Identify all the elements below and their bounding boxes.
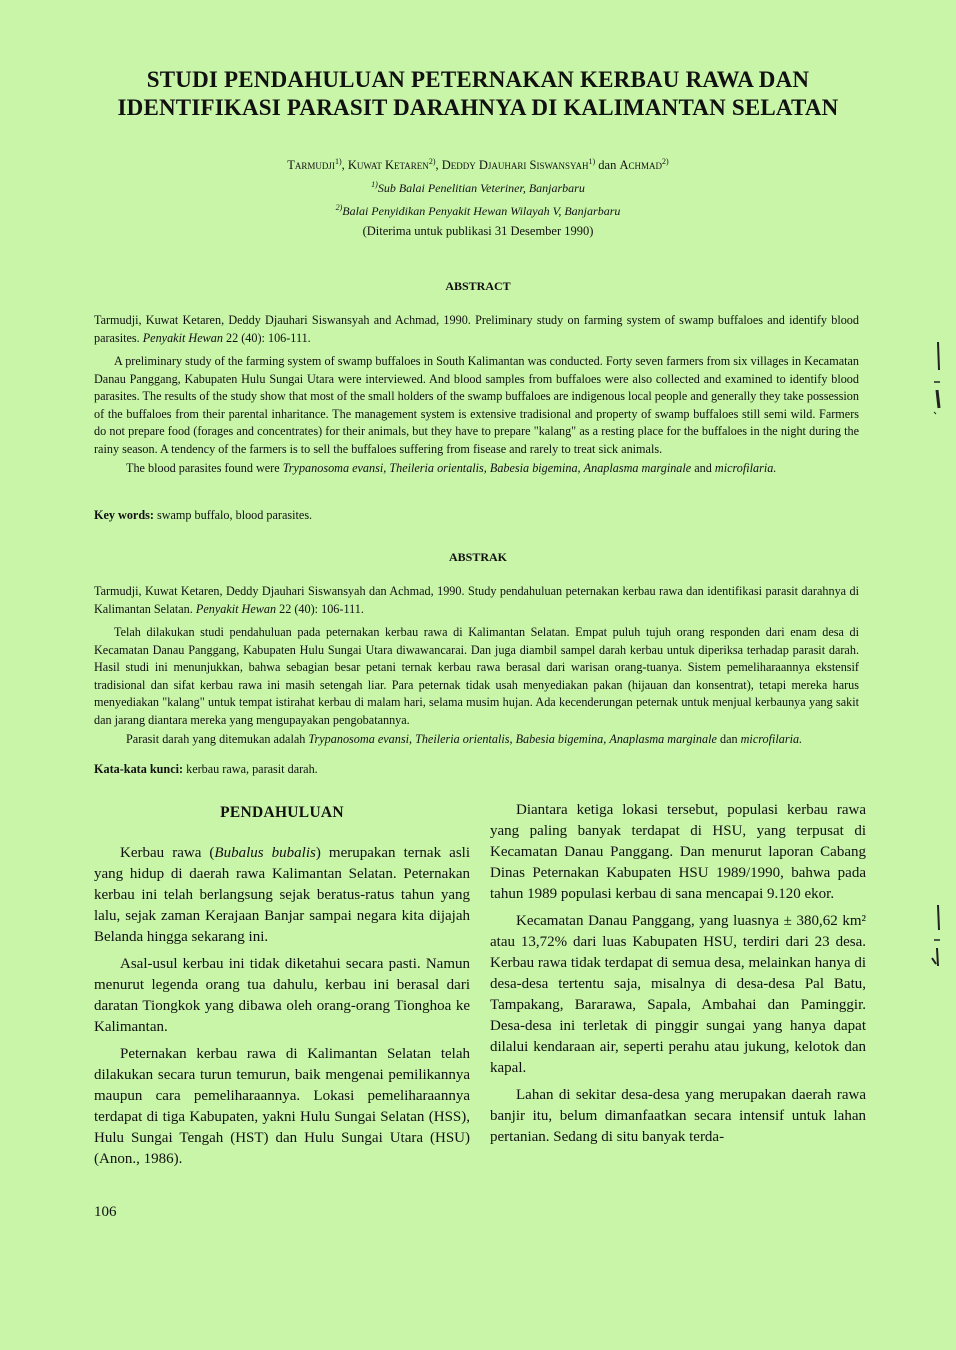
- body-column-left: [94, 800, 470, 1176]
- kata-kunci-text: kerbau rawa, parasit darah.: [186, 762, 318, 776]
- author-name: Achmad: [619, 158, 663, 173]
- paragraph: Lahan di sekitar desa-desa yang merupakan daerah rawa banjir itu, belum dimanfaatkan secara intensif untuk lahan pertanian. Sedang di situ banyak terda-: [490, 1087, 866, 1145]
- author-affiliation-mark: 1): [334, 157, 342, 166]
- paper-title: [60, 66, 896, 122]
- margin-marks: [920, 330, 950, 970]
- author-name: Deddy Djauhari Siswansyah: [441, 158, 589, 173]
- author-conjunction: dan: [598, 158, 617, 173]
- abstrak-parasites: Parasit darah yang ditemukan adalah Trypanosoma evansi, Theileria orientalis, Babesia bigemina, Anaplasma marginale dan microfilaria.: [126, 732, 803, 746]
- paragraph: Asal-usul kerbau ini tidak diketahui secara pasti. Namun menurut legenda orang tua dahulu, kerbau ini berasal dari daratan Tiongkok yang dibawa oleh orang-orang Tionghoa ke Kalimantan.: [94, 956, 470, 1035]
- abstract-parasites: The blood parasites found were Trypanosoma evansi, Theileria orientalis, Babesia bigemina, Anaplasma marginale and microfilaria.: [126, 461, 777, 475]
- keywords: [94, 508, 859, 523]
- abstract-body: A preliminary study of the farming system of swamp buffaloes in South Kalimantan was conducted. Forty seven farmers from six villages in Kecamatan Danau Panggang, Kabupaten Hulu Sungai Utara were interviewed. And blood samples from buffaloes were also collected and examined to identify blood parasites. The results of the study show that most of the small holders of the swamp buffaloes are indigenous local people and generally they take possession of the buffaloes from their parental inharitance. The management system is extensive tradisional and property of swamp buffaloes still semi wild. Farmers do not prepare food (forages and concentrates) for their animals, but they have to prepare "kalang" as a resting place for the buffaloes in the night during the rainy season. A tendency of the farmers is to sell the buffaloes suffering from fisease and rarely to treat sick animals.: [94, 354, 859, 456]
- kata-kunci-label: Kata-kata kunci:: [94, 762, 184, 776]
- abstract-citation: Tarmudji, Kuwat Ketaren, Deddy Djauhari Siswansyah and Achmad, 1990. Preliminary study on farming system of swamp buffaloes and identify blood parasites. Penyakit Hewan 22 (40): 106-111.: [94, 313, 859, 345]
- author-name: Tarmudji: [287, 158, 335, 173]
- author-block: [100, 152, 856, 221]
- paragraph: Peternakan kerbau rawa di Kalimantan Selatan telah dilakukan secara turun temurun, baik mengenai pemilikannya maupun cara pemeliharaannya. Lokasi pemeliharaannya terdapat di tiga Kabupaten, yakni Hulu Sungai Selatan (HSS), Hulu Sungai Tengah (HST) dan Hulu Sungai Utara (HSU) (Anon., 1986).: [94, 1046, 470, 1167]
- title-line-2: IDENTIFIKASI PARASIT DARAHNYA DI KALIMANTAN SELATAN: [117, 95, 839, 120]
- kata-kunci: [94, 762, 859, 777]
- author-affiliation-mark: 1): [588, 157, 596, 166]
- received-date: (Diterima untuk publikasi 31 Desember 1990): [362, 224, 594, 238]
- title-line-1: STUDI PENDAHULUAN PETERNAKAN KERBAU RAWA DAN: [146, 67, 810, 92]
- affiliation-1: $^{1)}$Sub Balai Penelitian Veteriner, Banjarbaru: [371, 180, 585, 196]
- author-name: Kuwat Ketaren: [347, 158, 429, 173]
- abstrak-body: Telah dilakukan studi pendahuluan pada peternakan kerbau rawa di Kalimantan Selatan. Empat puluh tujuh orang responden dari enam desa di Kecamatan Danau Panggang, Kabupaten Hulu Sungai Utara diwawancarai. Dan juga diambil sampel darah kerbau untuk diperiksa terhadap parasit darah. Hasil studi ini menunjukkan, bahwa sebagian besar petani ternak kerbau rawa berasal dari warisan orang-tuanya. Sistem pemeliharaannya ekstensif tradisional dan sifat kerbau rawa ini masih setengah liar. Para peternak tidak usah menyediakan pakan (hijauan dan konsentrat), tetapi mereka harus menyediakan "kalang" untuk tempat istirahat kerbau di malam hari, selama musim hujan. Ada kecenderungan peternak untuk menjual kerbaunya yang sakit dan jarang diantara mereka yang mengupayakan pengobatannya.: [94, 625, 859, 727]
- keywords-text: swamp buffalo, blood parasites.: [156, 508, 313, 522]
- abstrak-heading: ABSTRAK: [448, 550, 507, 564]
- abstrak-citation: Tarmudji, Kuwat Ketaren, Deddy Djauhari Siswansyah dan Achmad, 1990. Study pendahuluan peternakan kerbau rawa dan identifikasi parasit darahnya di Kalimantan Selatan. Penyakit Hewan 22 (40): 106-111.: [94, 584, 859, 616]
- paragraph: Kecamatan Danau Panggang, yang luasnya ± 380,62 km² atau 13,72% dari luas Kabupaten HSU, terdiri dari 23 desa. Kerbau rawa tidak terdapat di semua desa, melainkan hanya di desa-desa tertentu saja, misalnya di desa-desa Pal Batu, Tampakang, Bararawa, Sapala, Ambahai dan Paminggir. Desa-desa ini terletak di pinggir sungai yang hanya dapat dilalui kendaraan air, seperti perahu atau jukung, kelotok dan kapal.: [490, 913, 866, 1076]
- abstract-heading: ABSTRACT: [445, 279, 511, 293]
- keywords-label: Key words:: [94, 508, 154, 522]
- author-affiliation-mark: 2): [428, 157, 436, 166]
- paragraph: Kerbau rawa (Bubalus bubalis) merupakan ternak asli yang hidup di daerah rawa Kalimantan Selatan. Peternakan kerbau ini telah berlangsung sejak beratus-ratus tahun yang lalu, sejak zaman Kerajaan Banjar sampai negara kita dijajah Belanda hingga sekarang ini.: [94, 845, 470, 945]
- paragraph: Diantara ketiga lokasi tersebut, populasi kerbau rawa yang paling banyak terdapat di HSU, yang terpusat di Kecamatan Danau Panggang. Dan menurut laporan Cabang Dinas Peternakan Kabupaten HSU 1989/1990, bahwa pada tahun 1989 populasi kerbau di sana mencapai 9.120 ekor.: [490, 802, 866, 902]
- abstract-english: [94, 312, 859, 484]
- abstract-indonesian: [94, 583, 859, 755]
- body-column-right: [490, 800, 866, 1154]
- author-list: Tarmudji$^{1)}$, Kuwat Ketaren$^{2)}$, Deddy Djauhari Siswansyah$^{1)}$ dan Achmad$^{2)}$: [287, 157, 669, 173]
- affiliation-2: $^{2)}$Balai Penyidikan Penyakit Hewan Wilayah V, Banjarbaru: [335, 203, 621, 219]
- section-heading: PENDAHULUAN: [220, 804, 344, 821]
- page-number: 106: [94, 1204, 117, 1220]
- author-affiliation-mark: 2): [662, 157, 669, 166]
